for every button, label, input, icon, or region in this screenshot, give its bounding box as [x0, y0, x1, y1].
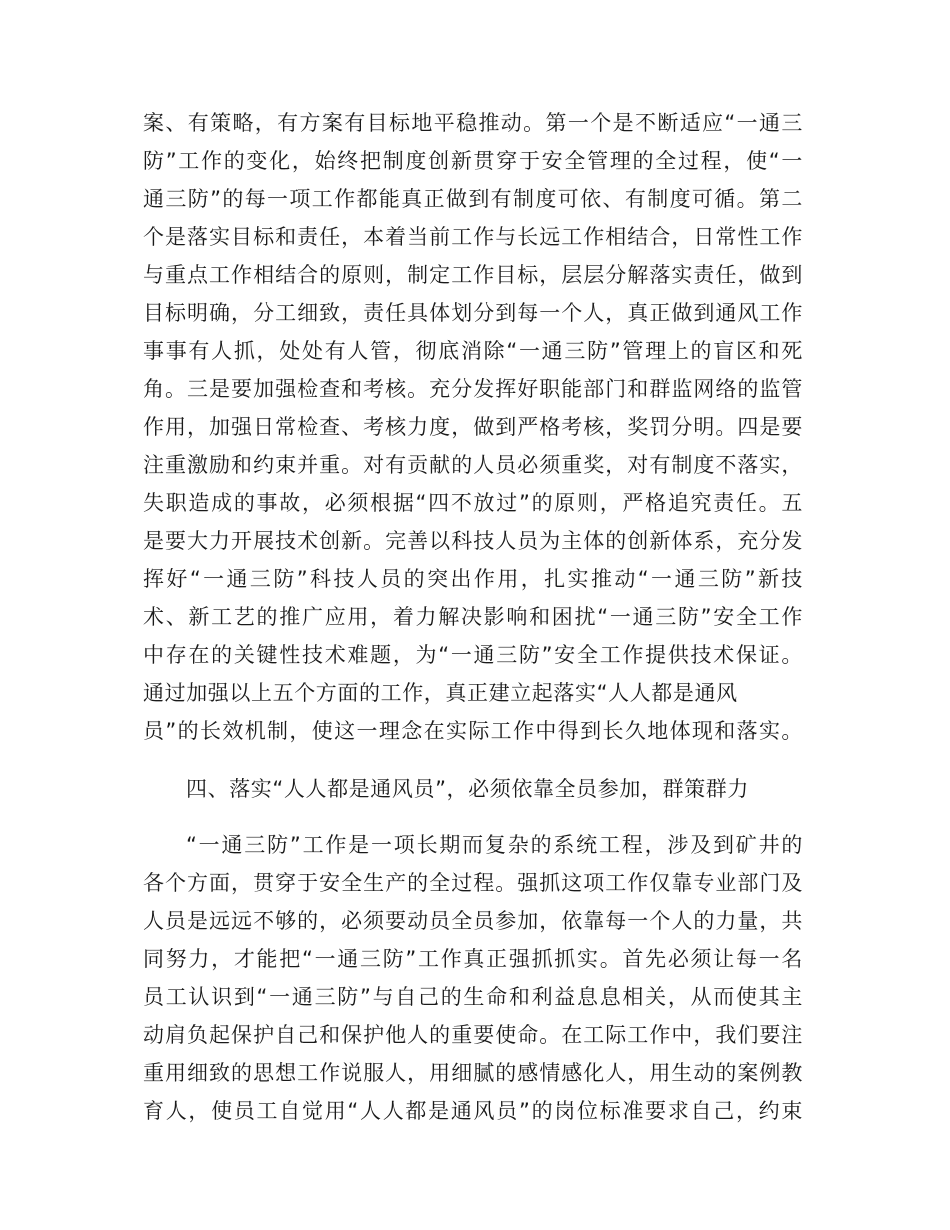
text-line: 目标明确，分工细致，责任具体划分到每一个人，真正做到通风工作	[143, 301, 803, 325]
text-line: 通三防”的每一项工作都能真正做到有制度可依、有制度可循。第二	[143, 187, 803, 211]
text-line: 与重点工作相结合的原则，制定工作目标，层层分解落实责任，做到	[143, 263, 803, 287]
text-line: 通过加强以上五个方面的工作，真正建立起落实“人人都是通风	[143, 681, 738, 705]
text-line: 各个方面，贯穿于安全生产的全过程。强抓这项工作仅靠专业部门及	[143, 871, 803, 895]
text-line: 动肩负起保护自己和保护他人的重要使命。在工际工作中，我们要注	[143, 1023, 803, 1047]
text-line: 事事有人抓，处处有人管，彻底消除“一通三防”管理上的盲区和死	[143, 339, 803, 363]
text-line: 挥好“一通三防”科技人员的突出作用，扎实推动“一通三防”新技	[143, 567, 803, 591]
text-line: 个是落实目标和责任，本着当前工作与长远工作相结合，日常性工作	[143, 225, 803, 249]
text-line: 注重激励和约束并重。对有贡献的人员必须重奖，对有制度不落实，	[143, 453, 803, 477]
text-line: 重用细致的思想工作说服人，用细腻的感情感化人，用生动的案例教	[143, 1061, 803, 1085]
text-line: 是要大力开展技术创新。完善以科技人员为主体的创新体系，充分发	[143, 529, 803, 553]
text-line: 员工认识到“一通三防”与自己的生命和利益息息相关，从而使其主	[143, 985, 803, 1009]
section-heading: 四、落实“人人都是通风员”，必须依靠全员参加，群策群力	[186, 777, 749, 801]
text-line: 同努力，才能把“一通三防”工作真正强抓抓实。首先必须让每一名	[143, 947, 803, 971]
text-line: 作用，加强日常检查、考核力度，做到严格考核，奖罚分明。四是要	[143, 415, 803, 439]
text-line: “一通三防”工作是一项长期而复杂的系统工程，涉及到矿井的	[186, 833, 803, 857]
text-line: 人员是远远不够的，必须要动员全员参加，依靠每一个人的力量，共	[143, 909, 803, 933]
text-line: 案、有策略，有方案有目标地平稳推动。第一个是不断适应“一通三	[143, 111, 803, 135]
text-line: 员”的长效机制，使这一理念在实际工作中得到长久地体现和落实。	[143, 719, 803, 743]
text-line: 角。三是要加强检查和考核。充分发挥好职能部门和群监网络的监管	[143, 377, 803, 401]
text-line: 中存在的关键性技术难题，为“一通三防”安全工作提供技术保证。	[143, 643, 803, 667]
text-line: 术、新工艺的推广应用，着力解决影响和困扰“一通三防”安全工作	[143, 605, 803, 629]
text-line: 防”工作的变化，始终把制度创新贯穿于安全管理的全过程，使“一	[143, 149, 803, 173]
text-line: 育人，使员工自觉用“人人都是通风员”的岗位标准要求自己，约束	[143, 1099, 803, 1123]
text-line: 失职造成的事故，必须根据“四不放过”的原则，严格追究责任。五	[143, 491, 803, 515]
